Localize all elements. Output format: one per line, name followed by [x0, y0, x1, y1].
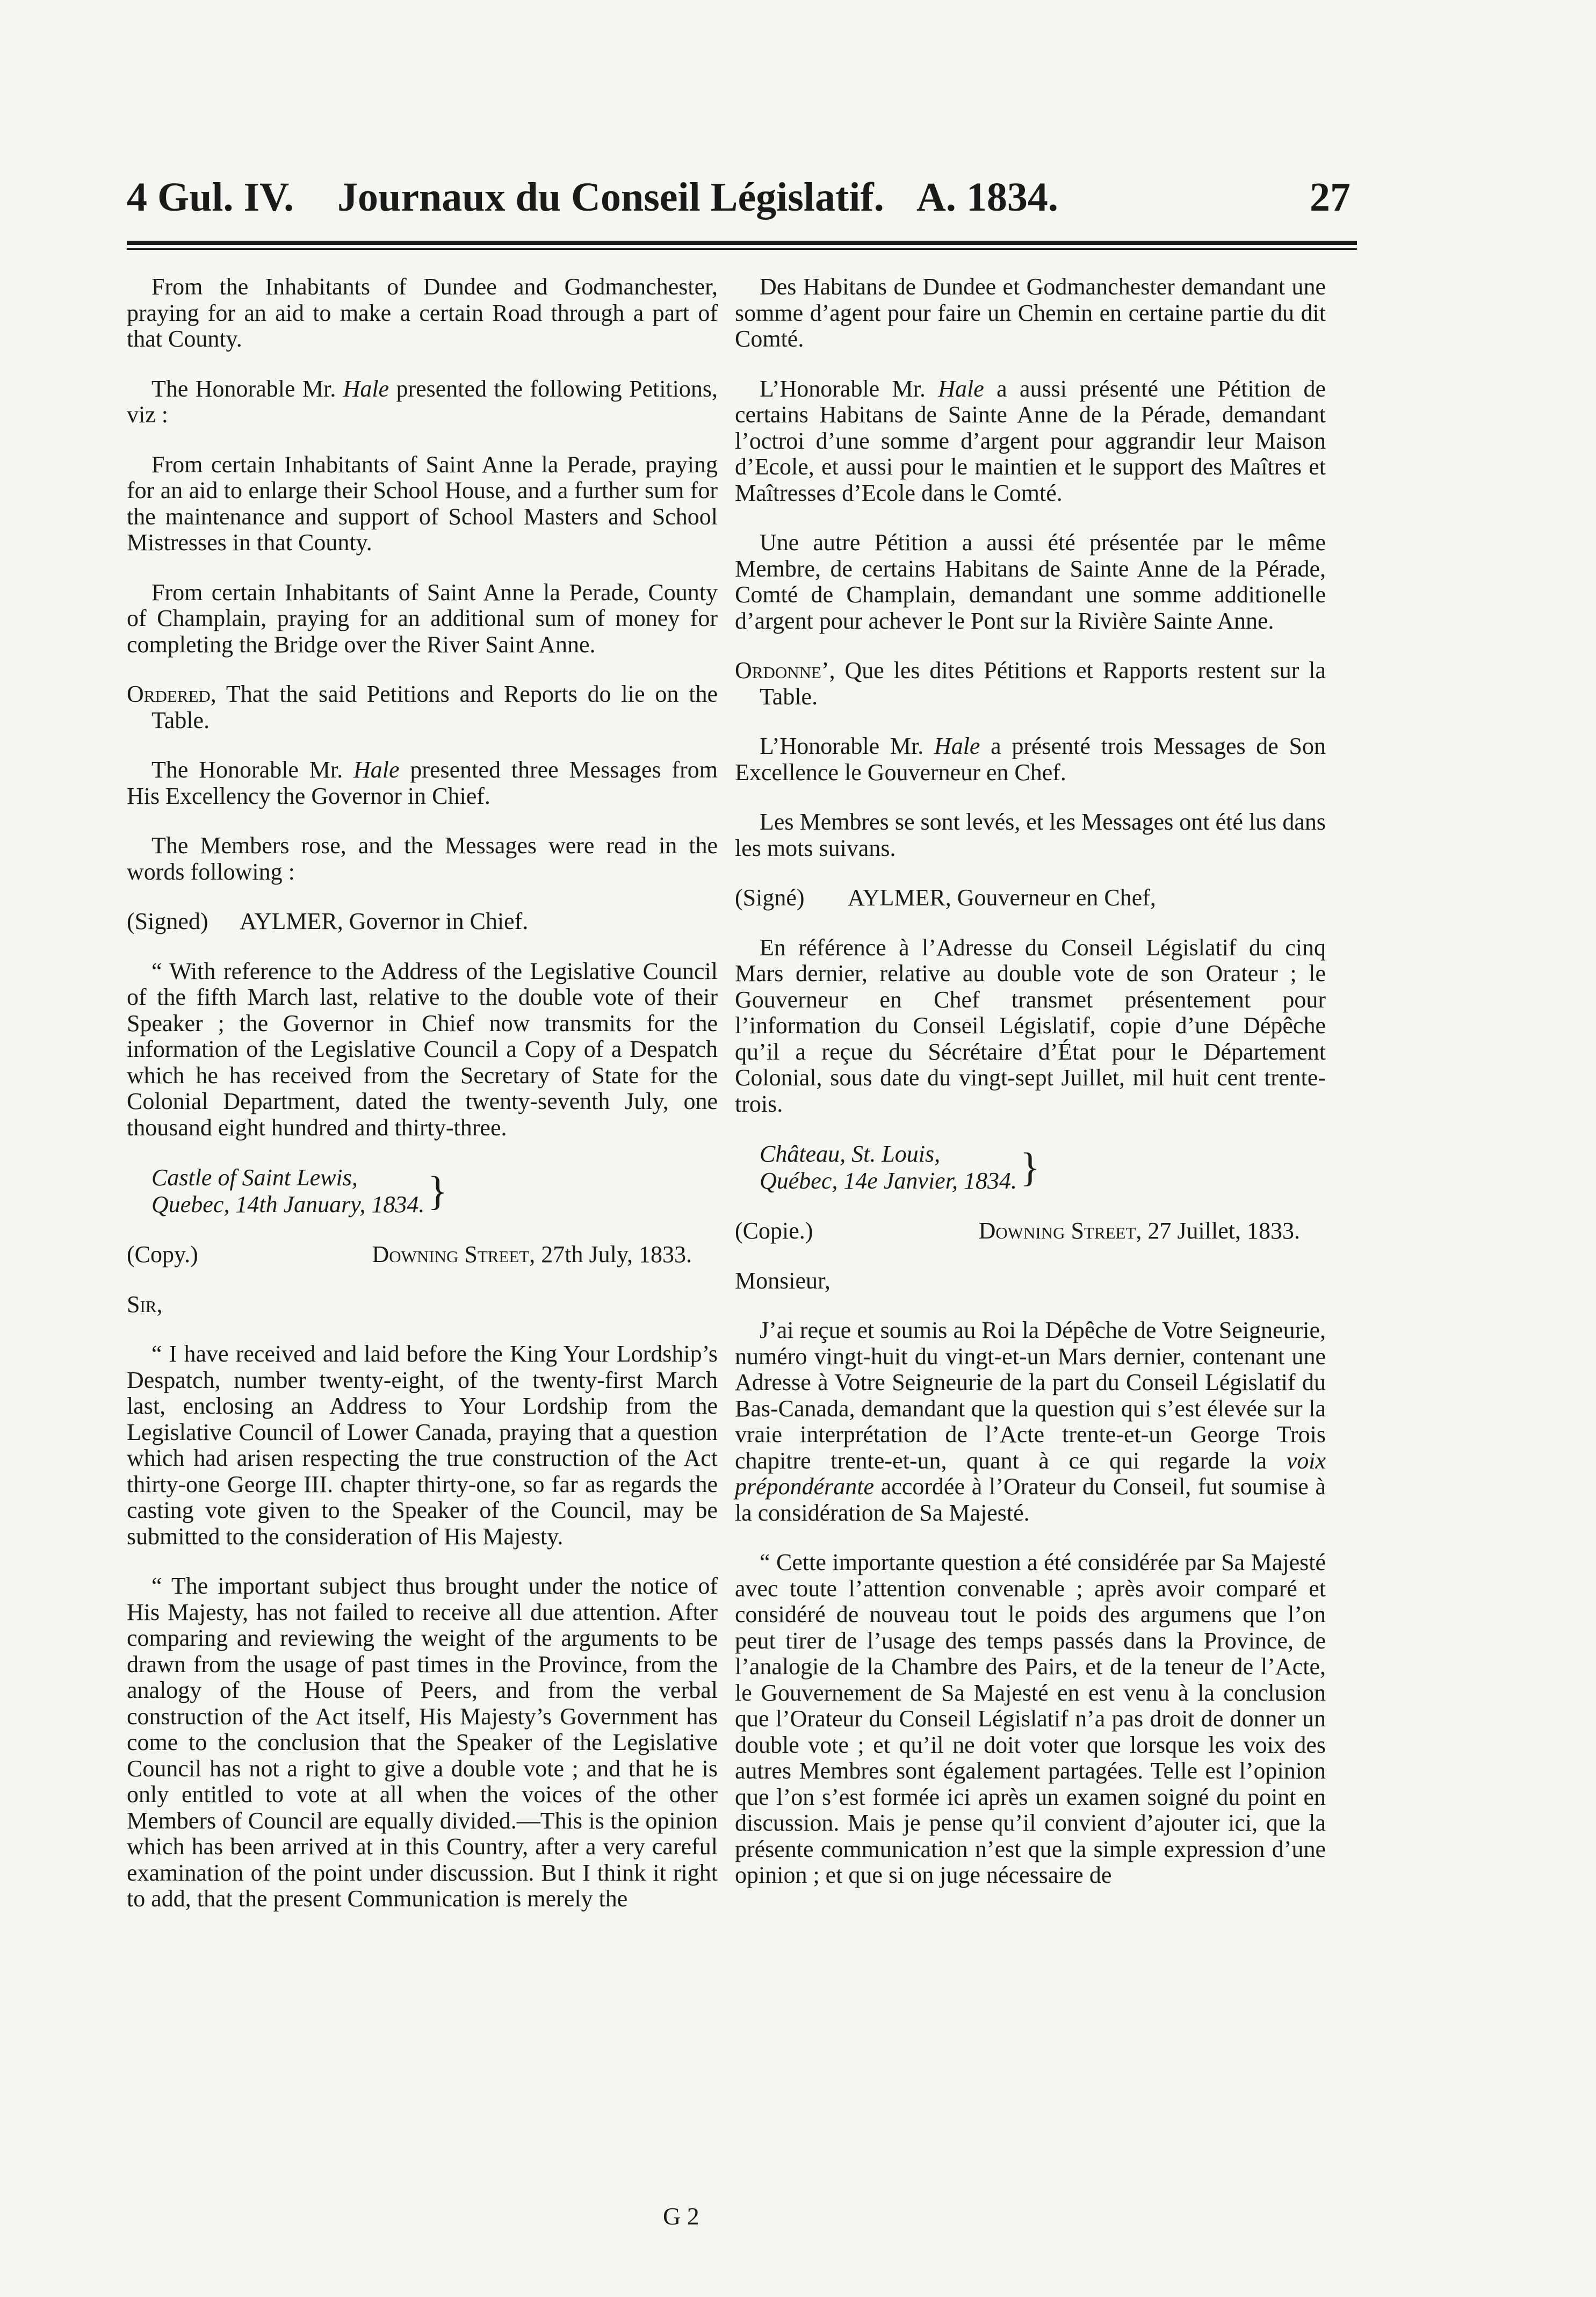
message-text: “ With reference to the Address of the Legislative Council of the fifth March last, relative to the double vote of their Speaker ; the Governor in Chief now transmits for the information of the Legislative Council a Copy of a Despatch which he has received from the Secretary of State for the Colonial Department, dated the twenty-seventh July, one thousand eight hundred and thirty-three.	[127, 957, 718, 1141]
petition-school-house: From certain Inhabitants of Saint Anne la Perade, praying for an aid to enlarge their School House, and a further sum for the maintenance and support of School Masters and School Mistresses in that County.	[127, 451, 718, 556]
journal-title: Journaux du Conseil Législatif.	[337, 175, 884, 220]
copy-heading: (Copy.) Downing Street, 27th July, 1833.	[127, 1241, 692, 1268]
hale-petitions-intro: The Honorable Mr. Hale presented the following Petitions, viz :	[127, 375, 718, 428]
salutation: Sir,	[127, 1291, 163, 1317]
signed-line: (Signed) AYLMER, Governor in Chief.	[127, 908, 529, 934]
despatch-para-1-fr: J’ai reçue et soumis au Roi la Dépêche de Votre Seigneurie, numéro vingt-huit du vingt-et-un Mars dernier, contenant une Adresse à Votre Seigneurie de la part du Conseil Législatif du Bas-Canada, demandant que la question qui s’est élevée sur la vraie interprétation de l’Acte trente-et-un George Trois chapitre trente-et-un, quant à ce qui regarde la voix prépondérante accordée à l’Orateur du Conseil, fut soumise à la considération de Sa Majesté.	[735, 1317, 1326, 1526]
members-rose: The Members rose, and the Messages were read in the words following :	[127, 832, 718, 885]
petition-dundee-fr: Des Habitans de Dundee et Godmanchester demandant une somme d’agent pour faire un Chemin en certaine partie du dit Comté.	[735, 273, 1326, 352]
brace: }	[1020, 1145, 1040, 1190]
running-header	[127, 171, 1357, 230]
members-rose-fr: Les Membres se sont levés, et les Messages ont été lus dans les mots suivans.	[735, 809, 1326, 861]
despatch-para-1: “ I have received and laid before the King Your Lordship’s Despatch, number twenty-eight, of the twenty-first March last, enclosing an Address to Your Lordship from the Legislative Council of Lower Canada, praying that a question which had arisen respecting the true construction of the Act thirty-one George III. chapter thirty-one, so far as regards the casting vote given to the Speaker of the Council, may be submitted to the consideration of His Majesty.	[127, 1341, 718, 1550]
salutation-fr: Monsieur,	[735, 1267, 831, 1294]
message-text-fr: En référence à l’Adresse du Conseil Législatif du cinq Mars dernier, relative au double vote de son Orateur ; le Gouverneur en Chef transmet présentement pour l’information du Conseil Législatif, copie d’une Dépêche qu’il a reçue du Sécrétaire d’État pour le Département Colonial, sous date du vingt-sept Juillet, mil huit cent trente-trois.	[735, 934, 1326, 1117]
dateline: Castle of Saint Lewis, Quebec, 14th January, 1834. }	[151, 1164, 447, 1218]
french-column	[735, 274, 1326, 1889]
petition-dundee: From the Inhabitants of Dundee and Godmanchester, praying for an aid to make a certain Road through a part of that County.	[127, 273, 718, 352]
regnal-year: 4 Gul. IV.	[127, 175, 294, 220]
english-column	[127, 274, 718, 1912]
brace: }	[428, 1169, 447, 1214]
header-rule-thick	[127, 241, 1357, 245]
hale-messages: The Honorable Mr. Hale presented three Messages from His Excellency the Governor in Chief.	[127, 757, 718, 809]
despatch-para-2: “ The important subject thus brought under the notice of His Majesty, has not failed to receive all due attention. After comparing and reviewing the weight of the arguments to be drawn from the usage of past times in the Province, from the analogy of the House of Peers, and from the verbal construction of the Act itself, His Majesty’s Government has come to the conclusion that the Speaker of the Legislative Council has not a right to give a double vote ; and that he is only entitled to vote at all when the voices of the other Members of Council are equally divided.—This is the opinion which has been arrived at in this Country, after a very careful examination of the point under discussion. But I think it right to add, that the present Communication is merely the	[127, 1573, 718, 1912]
hale-petition-fr: L’Honorable Mr. Hale a aussi présenté une Pétition de certains Habitans de Sainte Anne de la Pérade, demandant l’octroi d’une somme d’argent pour aggrandir leur Maison d’Ecole, et aussi pour le maintien et le support des Maîtres et Maîtresses d’Ecole dans le Comté.	[735, 375, 1326, 506]
signed-line-fr: (Signé) AYLMER, Gouverneur en Chef,	[735, 884, 1156, 911]
dateline-fr: Château, St. Louis, Québec, 14e Janvier, 1834. }	[760, 1141, 1040, 1194]
hale-messages-fr: L’Honorable Mr. Hale a présenté trois Messages de Son Excellence le Gouverneur en Chef.	[735, 733, 1326, 786]
ordered-clause: Ordered, That the said Petitions and Reports do lie on the Table.	[127, 681, 718, 733]
calendar-year: A. 1834.	[916, 175, 1058, 220]
signature-mark: G 2	[663, 2202, 699, 2230]
ordered-clause-fr: Ordonne’, Que les dites Pétitions et Rapports restent sur la Table.	[735, 657, 1326, 710]
page-number: 27	[1310, 175, 1351, 220]
petition-bridge: From certain Inhabitants of Saint Anne la Perade, County of Champlain, praying for an additional sum of money for completing the Bridge over the River Saint Anne.	[127, 579, 718, 658]
petition-bridge-fr: Une autre Pétition a aussi été présentée par le même Membre, de certains Habitans de Sainte Anne de la Pérade, Comté de Champlain, demandant une somme additionelle d’argent pour achever le Pont sur la Rivière Sainte Anne.	[735, 529, 1326, 634]
copy-heading-fr: (Copie.) Downing Street, 27 Juillet, 1833.	[735, 1218, 1300, 1244]
despatch-para-2-fr: “ Cette importante question a été considérée par Sa Majesté avec toute l’attention convenable ; après avoir comparé et considéré de nouveau tout le poids des argumens que l’on peut tirer de l’usage des temps passés dans la Province, de l’analogie de la Chambre des Pairs, et de la teneur de l’Acte, le Gouvernement de Sa Majesté en est venu à la conclusion que l’Orateur du Conseil Législatif n’a pas droit de donner un double vote ; et qu’il ne doit voter que lorsque les voix des autres Membres sont également partagées. Telle est l’opinion que l’on s’est formée ici après un examen soigné du point en discussion. Mais je pense qu’il convient d’ajouter ici, que la présente communication n’est que la simple expression d’une opinion ; et que si on juge nécessaire de	[735, 1549, 1326, 1888]
header-rule-thin	[127, 248, 1357, 250]
